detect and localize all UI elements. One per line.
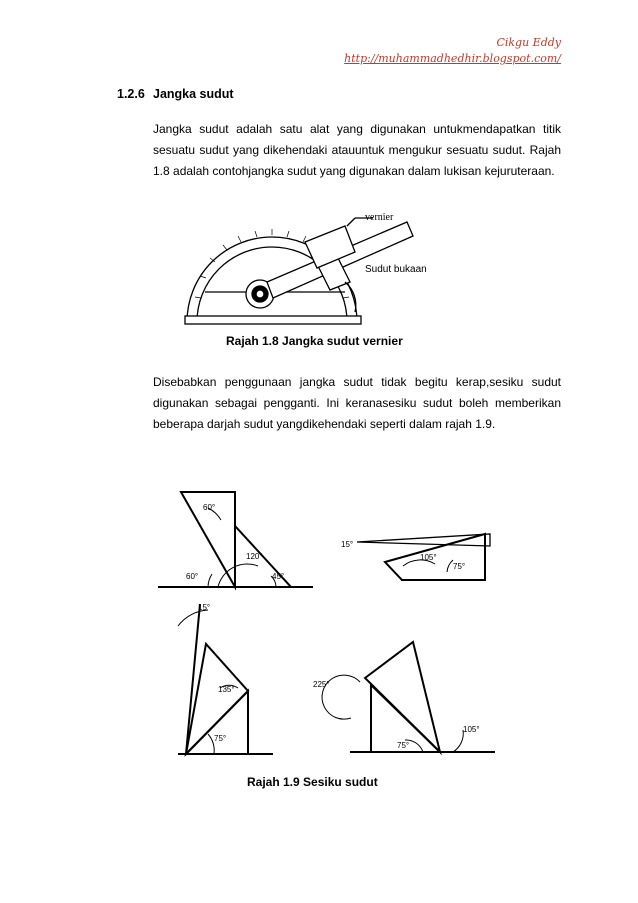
angle-120: 120°	[246, 552, 263, 561]
angle-60-base: 60°	[186, 572, 199, 581]
angle-15-top: 15°	[198, 603, 211, 612]
header-author: Cikgu Eddy	[496, 36, 561, 49]
angle-15-left: 15°	[341, 540, 354, 549]
section-title: Jangka sudut	[153, 87, 234, 101]
set-square-diagram-bottom-right	[305, 640, 495, 765]
angle-225: 225°	[313, 680, 330, 689]
header-blog-link[interactable]: http://muhammadhedhir.blogspot.com/	[344, 52, 561, 65]
set-square-diagram-top-left	[148, 486, 318, 596]
angle-75-bottom-left: 75°	[214, 734, 227, 743]
angle-105-top: 105°	[420, 553, 437, 562]
angle-45: 45°	[272, 572, 285, 581]
angle-135: 135°	[218, 685, 235, 694]
angle-60-top: 60°	[203, 503, 216, 512]
paragraph-set-squares: Disebabkan penggunaan jangka sudut tidak begitu kerap,sesiku sudut digunakan sebagai pengganti. Ini keranasesiku sudut boleh memberikan beberapa darjah sudut yangdikehendaki seperti dalam rajah 1.9.	[153, 375, 561, 431]
angle-75-bottom-right: 75°	[397, 741, 410, 750]
paragraph-intro: Jangka sudut adalah satu alat yang digunakan untukmendapatkan titik sesuatu sudut yang dikehendaki atauuntuk mengukur sesuatu sudut. Rajah 1.8 adalah contohjangka sudut yang digunakan dalam lukisan kejuruteraan.	[153, 122, 561, 178]
section-heading	[117, 87, 234, 101]
section-number: 1.2.6	[117, 87, 145, 101]
label-sudut-bukaan: Sudut bukaan	[365, 264, 427, 275]
set-square-diagram-bottom-left	[138, 596, 278, 766]
figure-1-9-caption: Rajah 1.9 Sesiku sudut	[247, 775, 378, 789]
label-vernier: vernier	[365, 212, 394, 223]
angle-75-top: 75°	[453, 562, 466, 571]
angle-105-bottom-right: 105°	[463, 725, 480, 734]
set-square-diagram-top-right	[335, 520, 495, 585]
figure-1-8-caption: Rajah 1.8 Jangka sudut vernier	[226, 334, 403, 348]
